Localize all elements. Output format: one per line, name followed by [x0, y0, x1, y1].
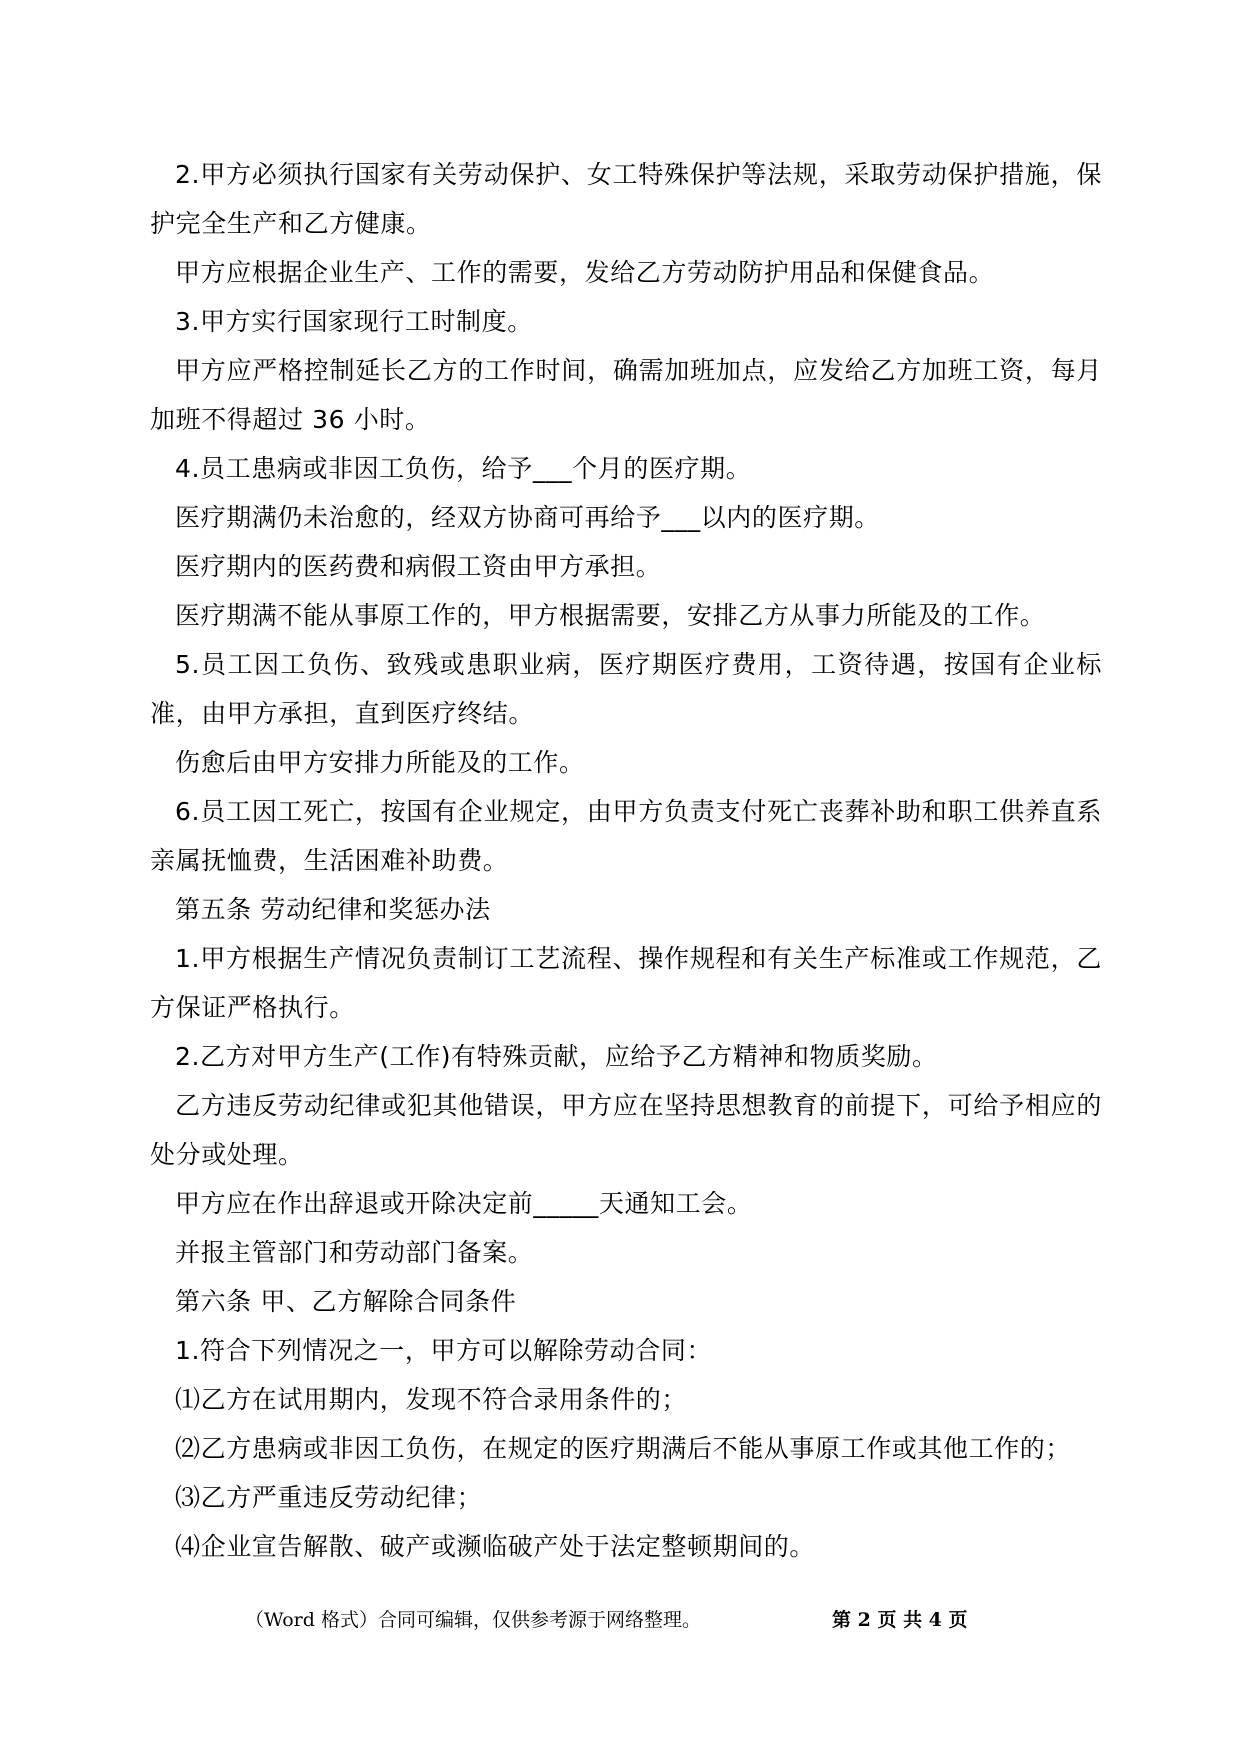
list-item: ⑴乙方在试用期内，发现不符合录用条件的； — [175, 1385, 688, 1414]
list-item: ⑷企业宣告解散、破产或濒临破产处于法定整顿期间的。 — [175, 1532, 816, 1561]
paragraph: 甲方应在作出辞退或开除决定前_____天通知工会。 — [175, 1189, 753, 1218]
paragraph: 医疗期满不能从事原工作的，甲方根据需要，安排乙方从事力所能及的工作。 — [175, 601, 1046, 630]
section-heading: 第五条 劳动纪律和奖惩办法 — [175, 895, 491, 924]
paragraph: 1.符合下列情况之一，甲方可以解除劳动合同： — [175, 1336, 713, 1365]
paragraph: 医疗期满仍未治愈的，经双方协商可再给予___以内的医疗期。 — [175, 503, 880, 532]
paragraph: 甲方应严格控制延长乙方的工作时间，确需加班加点，应发给乙方加班工资，每月加班不得超过 36 小时。 — [150, 356, 1102, 434]
footer-note: （Word 格式）合同可编辑，仅供参考源于网络整理。 — [245, 1609, 701, 1631]
paragraph: 2.乙方对甲方生产(工作)有特殊贡献，应给予乙方精神和物质奖励。 — [175, 1042, 938, 1071]
paragraph: 5.员工因工负伤、致残或患职业病，医疗期医疗费用，工资待遇，按国有企业标准，由甲方承担，直到医疗终结。 — [150, 650, 1102, 728]
paragraph: 医疗期内的医药费和病假工资由甲方承担。 — [175, 552, 662, 581]
page-number: 第 2 页 共 4 页 — [832, 1609, 968, 1631]
paragraph: 并报主管部门和劳动部门备案。 — [175, 1238, 534, 1267]
paragraph: 伤愈后由甲方安排力所能及的工作。 — [175, 748, 585, 777]
paragraph: 3.甲方实行国家现行工时制度。 — [175, 307, 533, 336]
contract-body — [150, 150, 1102, 1571]
page-footer — [0, 1605, 1241, 1635]
list-item: ⑵乙方患病或非因工负伤，在规定的医疗期满后不能从事原工作或其他工作的； — [175, 1434, 1072, 1463]
paragraph: 乙方违反劳动纪律或犯其他错误，甲方应在坚持思想教育的前提下，可给予相应的处分或处理。 — [150, 1091, 1102, 1169]
paragraph: 2.甲方必须执行国家有关劳动保护、女工特殊保护等法规，采取劳动保护措施，保护完全生产和乙方健康。 — [150, 160, 1102, 238]
list-item: ⑶乙方严重违反劳动纪律； — [175, 1483, 483, 1512]
section-heading: 第六条 甲、乙方解除合同条件 — [175, 1287, 517, 1316]
paragraph: 甲方应根据企业生产、工作的需要，发给乙方劳动防护用品和保健食品。 — [175, 258, 995, 287]
paragraph: 6.员工因工死亡，按国有企业规定，由甲方负责支付死亡丧葬补助和职工供养直系亲属抚恤费，生活困难补助费。 — [150, 797, 1102, 875]
paragraph: 1.甲方根据生产情况负责制订工艺流程、操作规程和有关生产标准或工作规范，乙方保证严格执行。 — [150, 944, 1102, 1022]
paragraph: 4.员工患病或非因工负伤，给予___个月的医疗期。 — [175, 454, 752, 483]
